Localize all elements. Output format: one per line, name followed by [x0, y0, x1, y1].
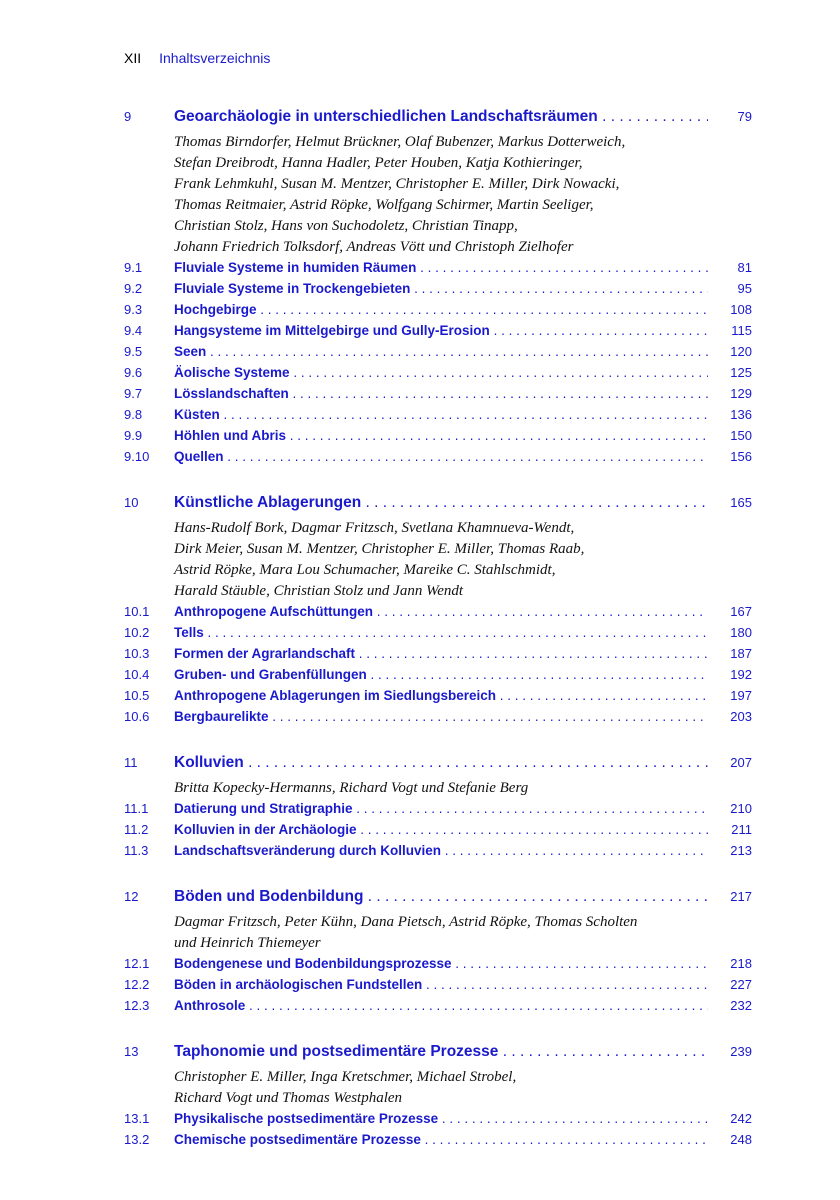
- section-number: 11.2: [124, 822, 149, 837]
- section-number: 13.2: [124, 1132, 150, 1147]
- chapter-block: [124, 888, 752, 1019]
- section-entry[interactable]: [124, 407, 752, 428]
- chapter-title[interactable]: Taphonomie und postsedimentäre Prozesse . . .: [174, 1043, 708, 1061]
- section-page: 115: [731, 323, 752, 338]
- section-page: 197: [730, 688, 752, 703]
- section-title[interactable]: Hangsysteme im Mittelgebirge und Gully-Erosion . . .: [174, 323, 708, 338]
- section-title[interactable]: Fluviale Systeme in Trockengebieten . . .: [174, 281, 708, 296]
- chapter-block: [124, 1043, 752, 1153]
- section-page: 192: [730, 667, 752, 682]
- section-entry[interactable]: [124, 386, 752, 407]
- section-page: 150: [730, 428, 752, 443]
- section-title[interactable]: Tells . . .: [174, 625, 708, 640]
- table-of-contents: [124, 108, 752, 1177]
- section-entry[interactable]: [124, 801, 752, 822]
- section-entry[interactable]: [124, 281, 752, 302]
- section-page: 125: [730, 365, 752, 380]
- running-header: [124, 50, 270, 66]
- section-number: 9.3: [124, 302, 143, 317]
- author-line: Johann Friedrich Tolksdorf, Andreas Vött und Christoph Zielhofer: [174, 239, 574, 255]
- section-page: 213: [730, 843, 752, 858]
- section-page: 187: [730, 646, 752, 661]
- section-page: 210: [730, 801, 752, 816]
- section-number: 9.2: [124, 281, 143, 296]
- section-number: 10.5: [124, 688, 150, 703]
- section-title[interactable]: Hochgebirge . . .: [174, 302, 708, 317]
- chapter-entry[interactable]: [124, 494, 752, 518]
- section-title[interactable]: Anthrosole . . .: [174, 998, 708, 1013]
- section-entry[interactable]: [124, 667, 752, 688]
- section-entry[interactable]: [124, 998, 752, 1019]
- author-line: Dirk Meier, Susan M. Mentzer, Christopher E. Miller, Thomas Raab,: [174, 541, 585, 557]
- section-number: 11.1: [124, 801, 149, 816]
- section-title[interactable]: Landschaftsveränderung durch Kolluvien . . .: [174, 843, 708, 858]
- section-entry[interactable]: [124, 260, 752, 281]
- page-number: XII: [124, 50, 142, 66]
- section-title[interactable]: Formen der Agrarlandschaft . . .: [174, 646, 708, 661]
- section-entry[interactable]: [124, 449, 752, 470]
- chapter-entry[interactable]: [124, 1043, 752, 1067]
- section-number: 9.1: [124, 260, 143, 275]
- chapter-authors: [124, 1067, 752, 1109]
- chapter-page: 217: [730, 889, 752, 904]
- section-title[interactable]: Bergbaurelikte . . .: [174, 709, 708, 724]
- section-title[interactable]: Anthropogene Ablagerungen im Siedlungsbereich . . .: [174, 688, 708, 703]
- section-title[interactable]: Datierung und Stratigraphie . . .: [174, 801, 708, 816]
- author-line: Harald Stäuble, Christian Stolz und Jann Wendt: [174, 583, 464, 599]
- author-line: Britta Kopecky-Hermanns, Richard Vogt und Stefanie Berg: [174, 780, 529, 796]
- section-number: 10.1: [124, 604, 150, 619]
- chapter-authors: [124, 132, 752, 258]
- section-title[interactable]: Chemische postsedimentäre Prozesse . . .: [174, 1132, 708, 1147]
- chapter-authors: [124, 912, 752, 954]
- section-entry[interactable]: [124, 1111, 752, 1132]
- section-title[interactable]: Quellen . . .: [174, 449, 708, 464]
- author-line: Dagmar Fritzsch, Peter Kühn, Dana Pietsch, Astrid Röpke, Thomas Scholten: [174, 914, 638, 930]
- section-page: 203: [730, 709, 752, 724]
- section-page: 156: [730, 449, 752, 464]
- section-entry[interactable]: [124, 822, 752, 843]
- section-title[interactable]: Bodengenese und Bodenbildungsprozesse . . .: [174, 956, 708, 971]
- section-number: 9.6: [124, 365, 143, 380]
- section-number: 9.5: [124, 344, 143, 359]
- section-number: 9.4: [124, 323, 143, 338]
- chapter-title[interactable]: Böden und Bodenbildung . . .: [174, 888, 708, 906]
- chapter-entry[interactable]: [124, 888, 752, 912]
- section-entry[interactable]: [124, 688, 752, 709]
- section-entry[interactable]: [124, 709, 752, 730]
- section-entry[interactable]: [124, 977, 752, 998]
- section-title[interactable]: Küsten . . .: [174, 407, 708, 422]
- author-line: Richard Vogt und Thomas Westphalen: [174, 1090, 403, 1106]
- section-entry[interactable]: [124, 365, 752, 386]
- section-entry[interactable]: [124, 1132, 752, 1153]
- section-page: 232: [730, 998, 752, 1013]
- section-page: 108: [730, 302, 752, 317]
- section-entry[interactable]: [124, 604, 752, 625]
- section-title[interactable]: Fluviale Systeme in humiden Räumen . . .: [174, 260, 708, 275]
- chapter-entry[interactable]: [124, 754, 752, 778]
- section-number: 12.2: [124, 977, 150, 992]
- section-title[interactable]: Anthropogene Aufschüttungen . . .: [174, 604, 708, 619]
- section-entry[interactable]: [124, 843, 752, 864]
- chapter-number: 10: [124, 495, 139, 510]
- section-number: 9.10: [124, 449, 150, 464]
- author-line: Frank Lehmkuhl, Susan M. Mentzer, Christopher E. Miller, Dirk Nowacki,: [174, 176, 620, 192]
- section-title[interactable]: Äolische Systeme . . .: [174, 365, 708, 380]
- section-entry[interactable]: [124, 428, 752, 449]
- section-number: 9.9: [124, 428, 143, 443]
- section-page: 211: [731, 822, 752, 837]
- section-entry[interactable]: [124, 956, 752, 977]
- author-line: Christopher E. Miller, Inga Kretschmer, Michael Strobel,: [174, 1069, 517, 1085]
- chapter-title[interactable]: Künstliche Ablagerungen . . .: [174, 494, 708, 512]
- section-entry[interactable]: [124, 625, 752, 646]
- section-number: 9.7: [124, 386, 143, 401]
- author-line: Astrid Röpke, Mara Lou Schumacher, Mareike C. Stahlschmidt,: [174, 562, 556, 578]
- chapter-page: 239: [730, 1044, 752, 1059]
- chapter-number: 12: [124, 889, 139, 904]
- section-page: 136: [730, 407, 752, 422]
- chapter-number: 9: [124, 109, 132, 124]
- section-page: 180: [730, 625, 752, 640]
- section-title[interactable]: Lösslandschaften . . .: [174, 386, 708, 401]
- section-number: 10.3: [124, 646, 150, 661]
- author-line: und Heinrich Thiemeyer: [174, 935, 321, 951]
- chapter-page: 79: [737, 109, 752, 124]
- author-line: Hans-Rudolf Bork, Dagmar Fritzsch, Svetlana Khamnueva-Wendt,: [174, 520, 575, 536]
- section-title[interactable]: Gruben- und Grabenfüllungen . . .: [174, 667, 708, 682]
- author-line: Stefan Dreibrodt, Hanna Hadler, Peter Houben, Katja Kothieringer,: [174, 155, 583, 171]
- section-page: 248: [730, 1132, 752, 1147]
- chapter-page: 207: [730, 755, 752, 770]
- chapter-number: 13: [124, 1044, 139, 1059]
- chapter-block: [124, 754, 752, 864]
- section-entry[interactable]: [124, 344, 752, 365]
- section-title[interactable]: Höhlen und Abris . . .: [174, 428, 708, 443]
- section-page: 242: [730, 1111, 752, 1126]
- author-line: Thomas Birndorfer, Helmut Brückner, Olaf Bubenzer, Markus Dotterweich,: [174, 134, 626, 150]
- section-number: 11.3: [124, 843, 149, 858]
- section-page: 167: [730, 604, 752, 619]
- chapter-title[interactable]: Geoarchäologie in unterschiedlichen Landschaftsräumen . . .: [174, 108, 708, 126]
- section-page: 227: [730, 977, 752, 992]
- section-title[interactable]: Kolluvien in der Archäologie . . .: [174, 822, 708, 837]
- section-number: 12.1: [124, 956, 150, 971]
- section-page: 120: [730, 344, 752, 359]
- chapter-entry[interactable]: [124, 108, 752, 132]
- chapter-number: 11: [124, 755, 138, 770]
- chapter-authors: [124, 518, 752, 602]
- author-line: Thomas Reitmaier, Astrid Röpke, Wolfgang Schirmer, Martin Seeliger,: [174, 197, 594, 213]
- section-entry[interactable]: [124, 646, 752, 667]
- section-title[interactable]: Seen . . .: [174, 344, 708, 359]
- section-entry[interactable]: [124, 323, 752, 344]
- chapter-page: 165: [730, 495, 752, 510]
- section-title[interactable]: Böden in archäologischen Fundstellen . . .: [174, 977, 708, 992]
- section-number: 10.2: [124, 625, 150, 640]
- author-line: Christian Stolz, Hans von Suchodoletz, Christian Tinapp,: [174, 218, 518, 234]
- running-title: Inhaltsverzeichnis: [159, 50, 271, 66]
- section-title[interactable]: Physikalische postsedimentäre Prozesse . . .: [174, 1111, 708, 1126]
- section-number: 12.3: [124, 998, 150, 1013]
- chapter-block: [124, 108, 752, 470]
- section-entry[interactable]: [124, 302, 752, 323]
- chapter-block: [124, 494, 752, 730]
- section-page: 95: [737, 281, 752, 296]
- section-page: 129: [730, 386, 752, 401]
- chapter-authors: [124, 778, 752, 799]
- section-number: 9.8: [124, 407, 143, 422]
- section-number: 10.6: [124, 709, 150, 724]
- section-number: 13.1: [124, 1111, 150, 1126]
- section-number: 10.4: [124, 667, 150, 682]
- chapter-title[interactable]: Kolluvien . . .: [174, 754, 708, 772]
- section-page: 218: [730, 956, 752, 971]
- section-page: 81: [737, 260, 752, 275]
